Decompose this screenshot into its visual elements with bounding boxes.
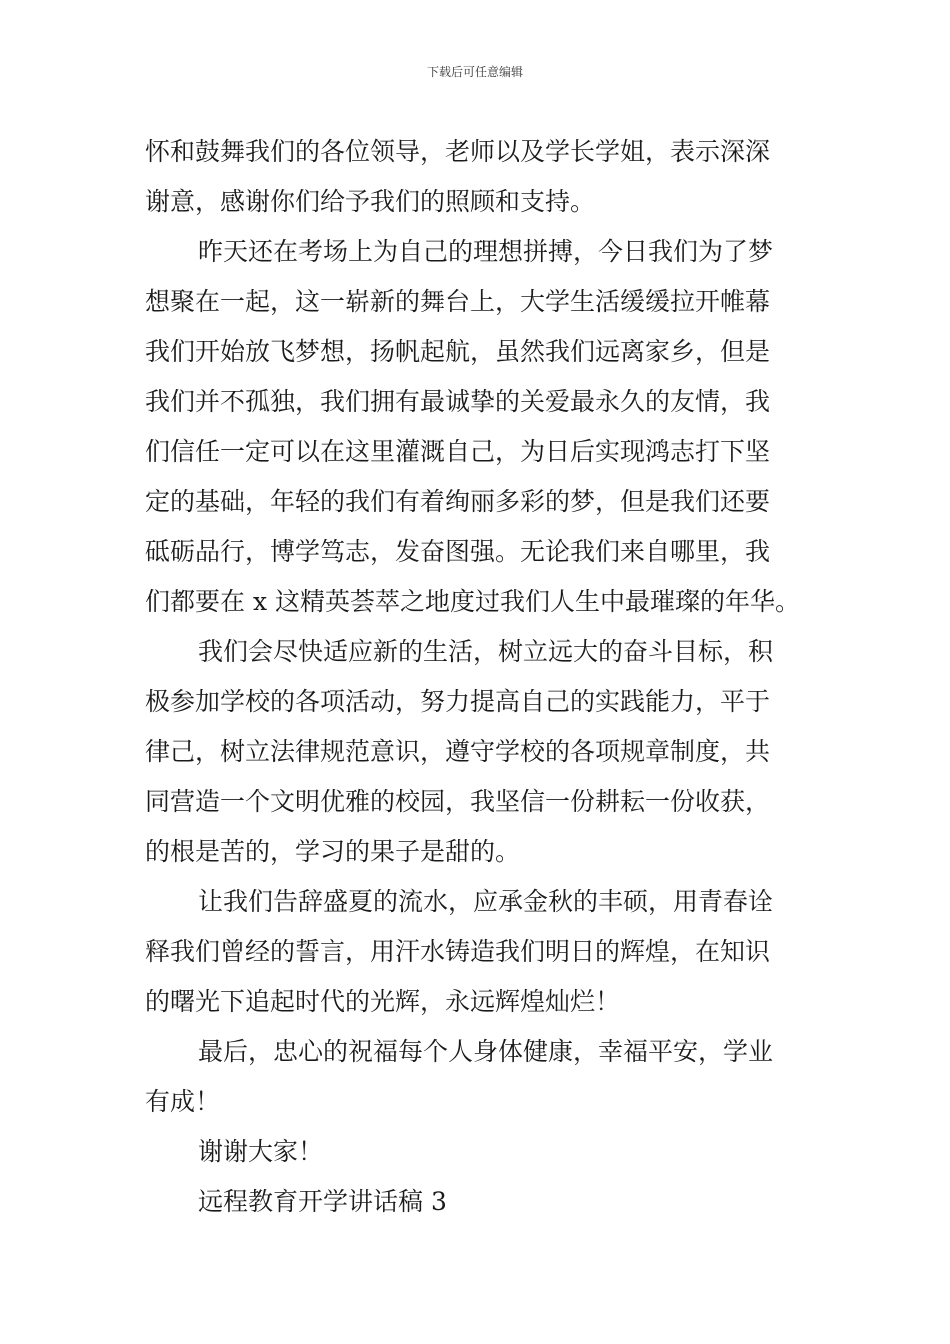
text-line: 谢谢大家！ <box>198 1137 324 1166</box>
page-header-note: 下载后可任意编辑 <box>426 65 523 79</box>
text-line: 们都要在 x 这精英荟萃之地度过我们人生中最璀璨的年华。 <box>145 587 800 616</box>
document-body <box>145 127 805 1227</box>
text-line: 有成！ <box>145 1087 221 1116</box>
text-line: 砥砺品行，博学笃志，发奋图强。无论我们来自哪里，我 <box>145 537 771 566</box>
text-line: 们信任一定可以在这里灌溉自己，为日后实现鸿志打下坚 <box>145 437 771 466</box>
text-line: 怀和鼓舞我们的各位领导，老师以及学长学姐，表示深深 <box>145 137 771 166</box>
text-line: 的曙光下追起时代的光辉，永远辉煌灿烂！ <box>145 987 621 1016</box>
text-line: 的根是苦的，学习的果子是甜的。 <box>145 837 521 866</box>
text-line: 让我们告辞盛夏的流水，应承金秋的丰硕，用青春诠 <box>198 887 774 916</box>
text-line: 我们开始放飞梦想，扬帆起航，虽然我们远离家乡，但是 <box>145 337 771 366</box>
text-line: 同营造一个文明优雅的校园，我坚信一份耕耘一份收获， <box>145 787 771 816</box>
text-line: 释我们曾经的誓言，用汗水铸造我们明日的辉煌，在知识 <box>145 937 771 966</box>
text-line: 谢意，感谢你们给予我们的照顾和支持。 <box>145 187 596 216</box>
text-line: 昨天还在考场上为自己的理想拼搏，今日我们为了梦 <box>198 237 774 266</box>
text-line: 远程教育开学讲话稿 3 <box>198 1187 447 1216</box>
text-line: 定的基础，年轻的我们有着绚丽多彩的梦，但是我们还要 <box>145 487 771 516</box>
text-line: 我们并不孤独，我们拥有最诚挚的关爱最永久的友情，我 <box>145 387 771 416</box>
text-line: 律己，树立法律规范意识，遵守学校的各项规章制度，共 <box>145 737 771 766</box>
text-line: 我们会尽快适应新的生活，树立远大的奋斗目标，积 <box>198 637 774 666</box>
text-line: 想聚在一起，这一崭新的舞台上，大学生活缓缓拉开帷幕 <box>145 287 771 316</box>
text-line: 最后，忠心的祝福每个人身体健康，幸福平安，学业 <box>198 1037 774 1066</box>
text-line: 极参加学校的各项活动，努力提高自己的实践能力，平于 <box>145 687 771 716</box>
